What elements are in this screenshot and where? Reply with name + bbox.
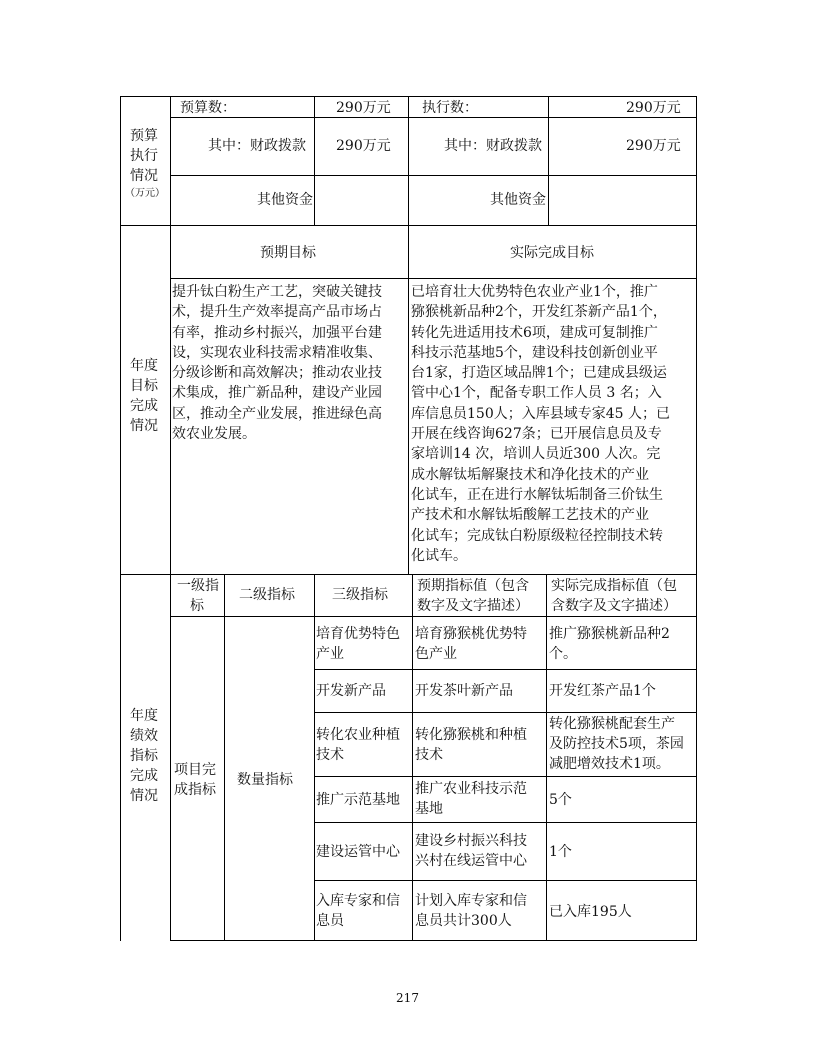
goals-section-label-1: 年度 — [130, 358, 158, 374]
header-level1-line2: 标 — [190, 598, 204, 614]
budget-section-label-1: 预算 — [130, 128, 158, 144]
table-row-1-actual-l2: 个。 — [549, 646, 577, 662]
perf-section-label-5: 情况 — [130, 788, 158, 804]
exec-value: 290万元 — [626, 100, 681, 116]
header-level1-line1: 一级指 — [177, 578, 219, 594]
page-number: 217 — [396, 991, 419, 1005]
actual-goals-header: 实际完成目标 — [510, 245, 594, 261]
fiscal-label: 其中：财政拨款 — [208, 138, 306, 154]
header-expected-line2: 数字及文字描述） — [417, 598, 529, 614]
fiscal-exec-label: 其中：财政拨款 — [444, 138, 542, 154]
header-actual-line2: 含数字及文字描述） — [551, 598, 677, 614]
expected-goals-header: 预期目标 — [260, 245, 316, 261]
table-row-4-expected-l1: 推广农业科技示范 — [415, 781, 527, 797]
table-row-3-actual-l2: 及防控技术5项，茶园 — [549, 736, 684, 752]
table-row-6-expected-l1: 计划入库专家和信 — [415, 893, 527, 909]
goals-section-label-2: 目标 — [130, 378, 158, 394]
budget-label: 预算数： — [180, 100, 236, 116]
perf-section-label-3: 指标 — [130, 748, 158, 764]
budget-value: 290万元 — [336, 100, 391, 116]
table-row-2-actual: 开发红茶产品1个 — [549, 683, 656, 699]
level2-value: 数量指标 — [237, 772, 293, 788]
table-row-3-level3-l2: 技术 — [316, 747, 344, 763]
table-row-3-expected-l1: 转化猕猴桃和种植 — [415, 727, 527, 743]
table-row-4-expected-l2: 基地 — [415, 801, 443, 817]
exec-label: 执行数： — [422, 100, 478, 116]
table-row-2-expected: 开发茶叶新产品 — [415, 683, 513, 699]
perf-section-label-1: 年度 — [130, 708, 158, 724]
goals-section-label-3: 完成 — [130, 398, 158, 414]
budget-unit-note: （万元） — [125, 188, 165, 199]
table-row-6-actual: 已入库195人 — [549, 904, 632, 920]
fiscal-exec-value: 290万元 — [626, 138, 681, 154]
table-row-5-expected-l1: 建设乡村振兴科技 — [415, 833, 527, 849]
table-row-5-level3: 建设运管中心 — [316, 844, 400, 860]
table-row-2-level3: 开发新产品 — [316, 683, 386, 699]
goals-section-label-4: 情况 — [130, 418, 158, 434]
table-row-4-level3: 推广示范基地 — [316, 792, 400, 808]
perf-section-label-2: 绩效 — [130, 728, 158, 744]
table-row-1-expected-l1: 培育猕猴桃优势特 — [415, 626, 527, 642]
table-row-1-level3-l2: 产业 — [316, 646, 344, 662]
table-row-6-expected-l2: 息员共计300人 — [415, 913, 512, 929]
fiscal-budget-value: 290万元 — [336, 138, 391, 154]
expected-goals-text: 提升钛白粉生产工艺，突破关键技 术，提升生产效率提高产品市场占 有率，推动乡村振兴，加强平台建 设，实现农业科技需求精准收集、 分级诊断和高效解决；推动农业技 术集成，推广新品种，建设产业园 区，推动全产业发展，推进绿色高 效农业发展。 — [172, 284, 382, 443]
level1-value-line1: 项目完 — [174, 762, 216, 778]
table-row-1-actual-l1: 推广猕猴桃新品种2 — [549, 626, 670, 642]
table-row-3-actual-l3: 减肥增效技术1项。 — [549, 756, 670, 772]
level1-value-line2: 成指标 — [174, 782, 216, 798]
table-row-1-level3-l1: 培育优势特色 — [316, 626, 400, 642]
header-expected-line1: 预期指标值（包含 — [417, 578, 529, 594]
budget-section-label-2: 执行 — [130, 148, 158, 164]
header-actual-line1: 实际完成指标值（包 — [551, 578, 677, 594]
table-row-3-level3-l1: 转化农业种植 — [316, 727, 400, 743]
header-level3: 三级指标 — [332, 587, 388, 603]
table-row-1-expected-l2: 色产业 — [415, 646, 457, 662]
actual-goals-text: 已培育壮大优势特色农业产业1个，推广 猕猴桃新品种2个，开发红茶新产品1个， 转化先进适用技术6项，建成可复制推广 科技示范基地5个，建设科技创新创业平 台1家，打造区域品牌1个；已建成县级运 管中心1个，配备专职工作人员 3 名；入 库信息员150人；入库县域专家45 人；已 开展在线咨询627条；已开展信息员及专 家培训14 次，培训人员近300 人次。完 成水解钛垢解聚技术和净化技术的产业 化试车，正在进行水解钛垢制备三价钛生 产技术和水解钛垢酸解工艺技术的产业 化试车；完成钛白粉原级粒径控制技术转 化试车。 — [411, 284, 670, 564]
other-funds-exec-label: 其他资金 — [490, 192, 546, 208]
other-funds-label: 其他资金 — [257, 192, 313, 208]
table-row-3-expected-l2: 技术 — [415, 747, 443, 763]
perf-section-label-4: 完成 — [130, 768, 158, 784]
table-row-6-level3-l1: 入库专家和信 — [316, 893, 400, 909]
table-row-5-expected-l2: 兴村在线运管中心 — [415, 853, 527, 869]
budget-section-label-3: 情况 — [130, 168, 158, 184]
table-row-4-actual: 5个 — [549, 792, 572, 808]
header-level2: 二级指标 — [239, 587, 295, 603]
table-row-5-actual: 1个 — [549, 844, 572, 860]
table-row-6-level3-l2: 息员 — [316, 913, 344, 929]
table-row-3-actual-l1: 转化猕猴桃配套生产 — [549, 716, 675, 732]
